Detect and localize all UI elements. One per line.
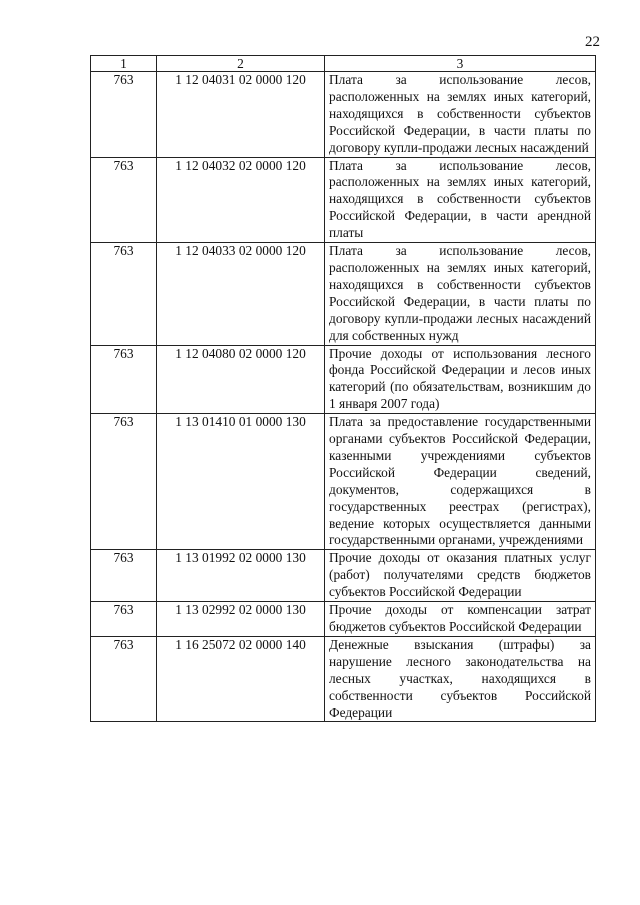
admin-code-cell: 763 — [91, 602, 157, 637]
admin-code-cell: 763 — [91, 72, 157, 158]
column-header-revenue-name: 3 — [325, 56, 596, 72]
budget-code-cell: 1 12 04031 02 0000 120 — [157, 72, 325, 158]
admin-code-cell: 763 — [91, 550, 157, 602]
budget-code-cell: 1 13 01410 01 0000 130 — [157, 414, 325, 550]
table-row — [91, 550, 596, 602]
table-row — [91, 243, 596, 345]
revenue-name-cell: Денежные взыскания (штрафы) за нарушение лесного законодательства на лесных участках, находящихся в собственности субъектов Российской Федерации — [325, 636, 596, 722]
table-header-row — [91, 56, 596, 72]
admin-code-cell: 763 — [91, 636, 157, 722]
revenue-name-cell: Прочие доходы от оказания платных услуг (работ) получателями средств бюджетов субъектов Российской Федерации — [325, 550, 596, 602]
table-row — [91, 414, 596, 550]
budget-code-cell: 1 12 04033 02 0000 120 — [157, 243, 325, 345]
budget-code-cell: 1 16 25072 02 0000 140 — [157, 636, 325, 722]
revenue-name-cell: Плата за использование лесов, расположенных на землях иных категорий, находящихся в собственности субъектов Российской Федерации, в части платы по договору купли-продажи лесных насаждений для собственных нужд — [325, 243, 596, 345]
column-header-budget-code: 2 — [157, 56, 325, 72]
admin-code-cell: 763 — [91, 345, 157, 414]
revenue-name-cell: Плата за использование лесов, расположенных на землях иных категорий, находящихся в собственности субъектов Российской Федерации, в части арендной платы — [325, 157, 596, 243]
table-row — [91, 72, 596, 158]
page-number: 22 — [585, 34, 600, 50]
admin-code-cell: 763 — [91, 243, 157, 345]
table-row — [91, 602, 596, 637]
budget-code-cell: 1 12 04080 02 0000 120 — [157, 345, 325, 414]
budget-code-cell: 1 13 01992 02 0000 130 — [157, 550, 325, 602]
table-row — [91, 157, 596, 243]
admin-code-cell: 763 — [91, 157, 157, 243]
revenue-name-cell: Прочие доходы от использования лесного фонда Российской Федерации и лесов иных категорий (по обязательствам, возникшим до 1 января 2007 года) — [325, 345, 596, 414]
budget-code-cell: 1 12 04032 02 0000 120 — [157, 157, 325, 243]
table-row — [91, 636, 596, 722]
budget-code-cell: 1 13 02992 02 0000 130 — [157, 602, 325, 637]
revenue-name-cell: Прочие доходы от компенсации затрат бюджетов субъектов Российской Федерации — [325, 602, 596, 637]
column-header-admin-code: 1 — [91, 56, 157, 72]
table-row — [91, 345, 596, 414]
budget-revenue-table — [90, 55, 596, 722]
revenue-name-cell: Плата за предоставление государственными органами субъектов Российской Федерации, казенными учреждениями субъектов Российской Федерации сведений, документов, содержащихся в государственных реестрах (регистрах), ведение которых осуществляется данными государственными органами, учреждениями — [325, 414, 596, 550]
admin-code-cell: 763 — [91, 414, 157, 550]
revenue-name-cell: Плата за использование лесов, расположенных на землях иных категорий, находящихся в собственности субъектов Российской Федерации, в части платы по договору купли-продажи лесных насаждений — [325, 72, 596, 158]
